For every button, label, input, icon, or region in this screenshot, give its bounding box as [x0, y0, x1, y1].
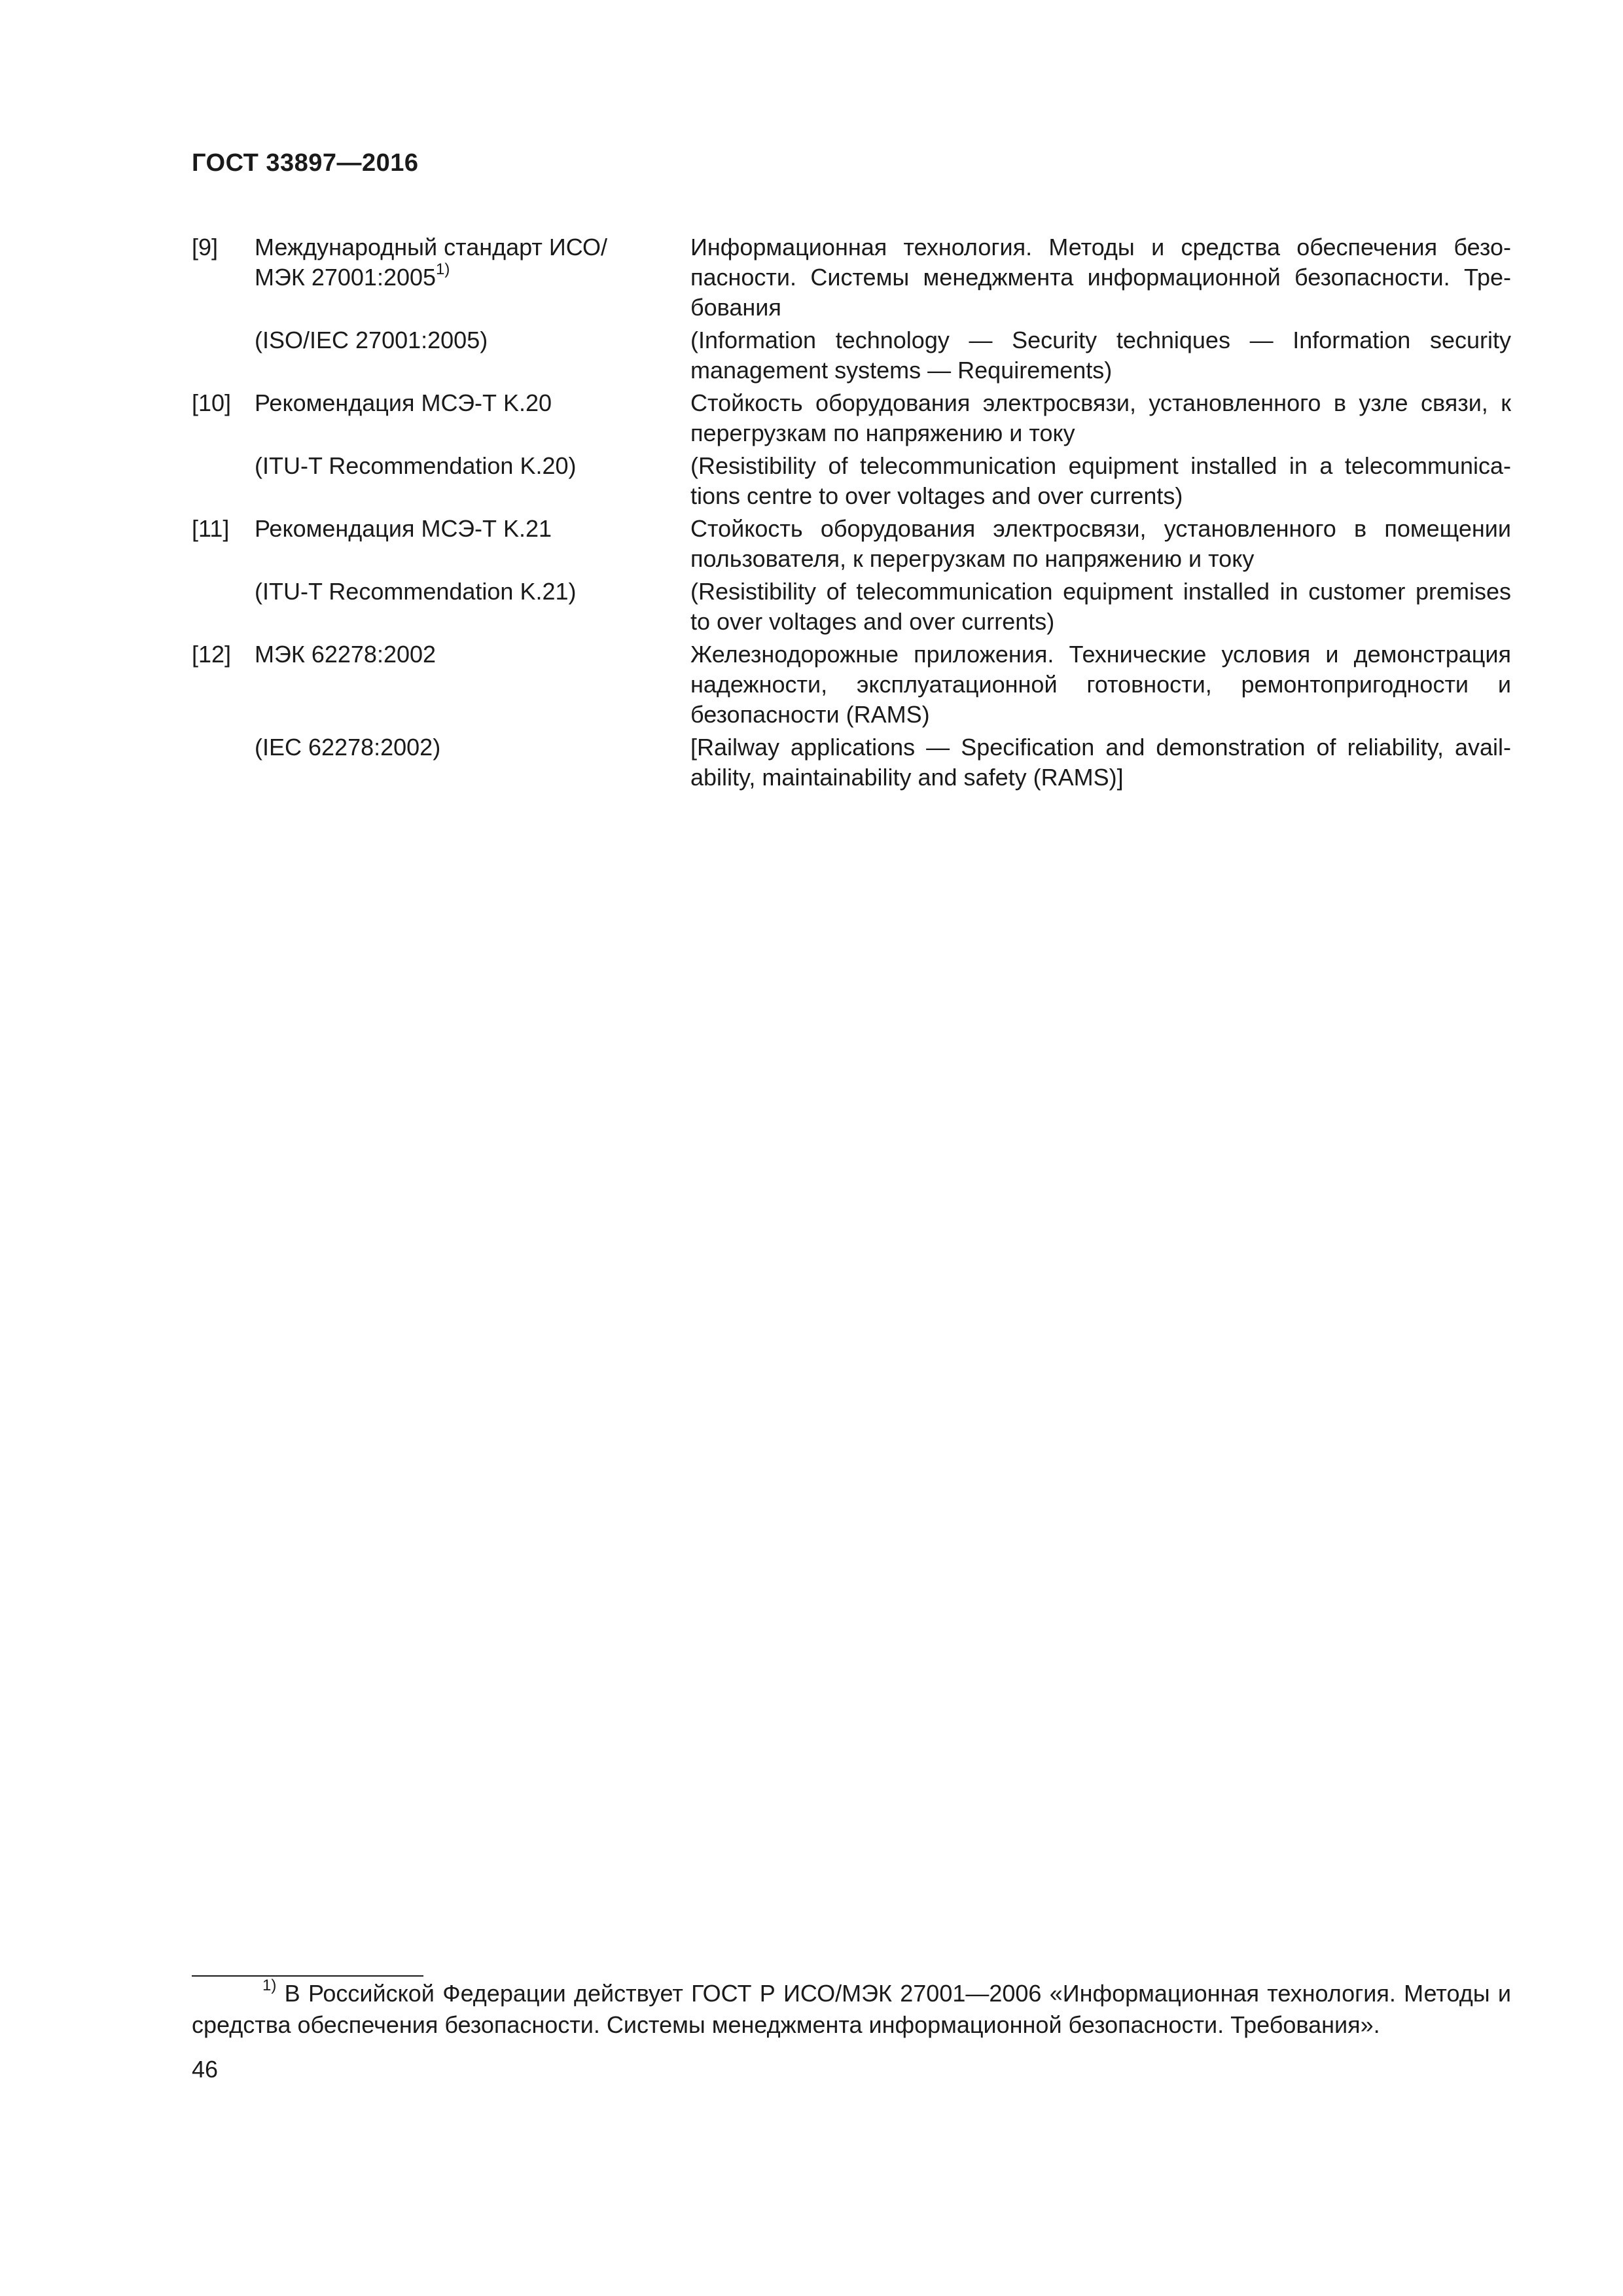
- bibliography-entry-en: [192, 451, 1511, 511]
- entry-title-en: (Resistibility of telecommunication equipment installed in customer premises to over voltages and over currents): [690, 578, 1511, 635]
- entry-reference-en: (IEC 62278:2002): [255, 734, 441, 761]
- entry-reference-en: (ISO/IEC 27001:2005): [255, 327, 488, 353]
- bibliography-entry-en: [192, 732, 1511, 793]
- entry-title: Железнодорожные приложения. Технические условия и демонстрация надежности, эксплуатационной готовности, ремонтопригодности и безопасности (RAMS): [690, 641, 1511, 728]
- entry-reference-line: Международный стандарт ИСО/: [255, 234, 607, 260]
- entry-title-en: (Information technology — Security techniques — Information security management systems — Requirements): [690, 327, 1511, 384]
- footnote-divider: [192, 1975, 423, 1977]
- page-number: 46: [192, 2056, 219, 2083]
- footnote-mark: 1): [262, 1977, 277, 1994]
- bibliography-entry-en: [192, 577, 1511, 637]
- bibliography-entry: [192, 639, 1511, 730]
- bibliography-list: [192, 232, 1511, 793]
- entry-number: [12]: [192, 641, 232, 668]
- footnote-text: В Российской Федерации действует ГОСТ Р ИСО/МЭК 27001—2006 «Информационная технология. Методы и средства обеспечения безопасности. Системы менеджмента информационной безопасности. Требования».: [192, 1980, 1511, 2038]
- bibliography-entry: [192, 388, 1511, 448]
- entry-reference: [255, 232, 690, 293]
- bibliography-entry-en: [192, 325, 1511, 386]
- entry-number: [11]: [192, 515, 230, 542]
- entry-title: Информационная технология. Методы и средства обеспечения безопасности. Системы менеджмента информационной безопасности. Требования: [690, 234, 1511, 321]
- entry-number: [9]: [192, 234, 219, 260]
- footnote-ref-mark: 1): [436, 260, 450, 278]
- entry-reference-en: (ITU-T Recommendation K.21): [255, 578, 577, 605]
- entry-reference-line: МЭК 27001:2005: [255, 264, 437, 291]
- bibliography-entry: [192, 514, 1511, 574]
- document-number: ГОСТ 33897—2016: [192, 149, 419, 177]
- entry-number: [10]: [192, 389, 232, 416]
- entry-title-en: (Resistibility of telecommunication equipment installed in a telecommunications centre to over voltages and over currents): [690, 452, 1511, 509]
- entry-reference-en: (ITU-T Recommendation K.20): [255, 452, 577, 479]
- entry-title: Стойкость оборудования электросвязи, установленного в помещении пользователя, к перегрузкам по напряжению и току: [690, 515, 1511, 572]
- entry-title: Стойкость оборудования электросвязи, установленного в узле связи, к перегрузкам по напряжению и току: [690, 389, 1511, 446]
- entry-reference: Рекомендация МСЭ-Т K.21: [255, 515, 552, 542]
- entry-reference: Рекомендация МСЭ-Т K.20: [255, 389, 552, 416]
- entry-reference: МЭК 62278:2002: [255, 641, 437, 668]
- entry-title-en: [Railway applications — Specification and demonstration of reliability, availability, maintainability and safety (RAMS)]: [690, 734, 1511, 791]
- footnote: [192, 1978, 1511, 2041]
- bibliography-entry: [192, 232, 1511, 323]
